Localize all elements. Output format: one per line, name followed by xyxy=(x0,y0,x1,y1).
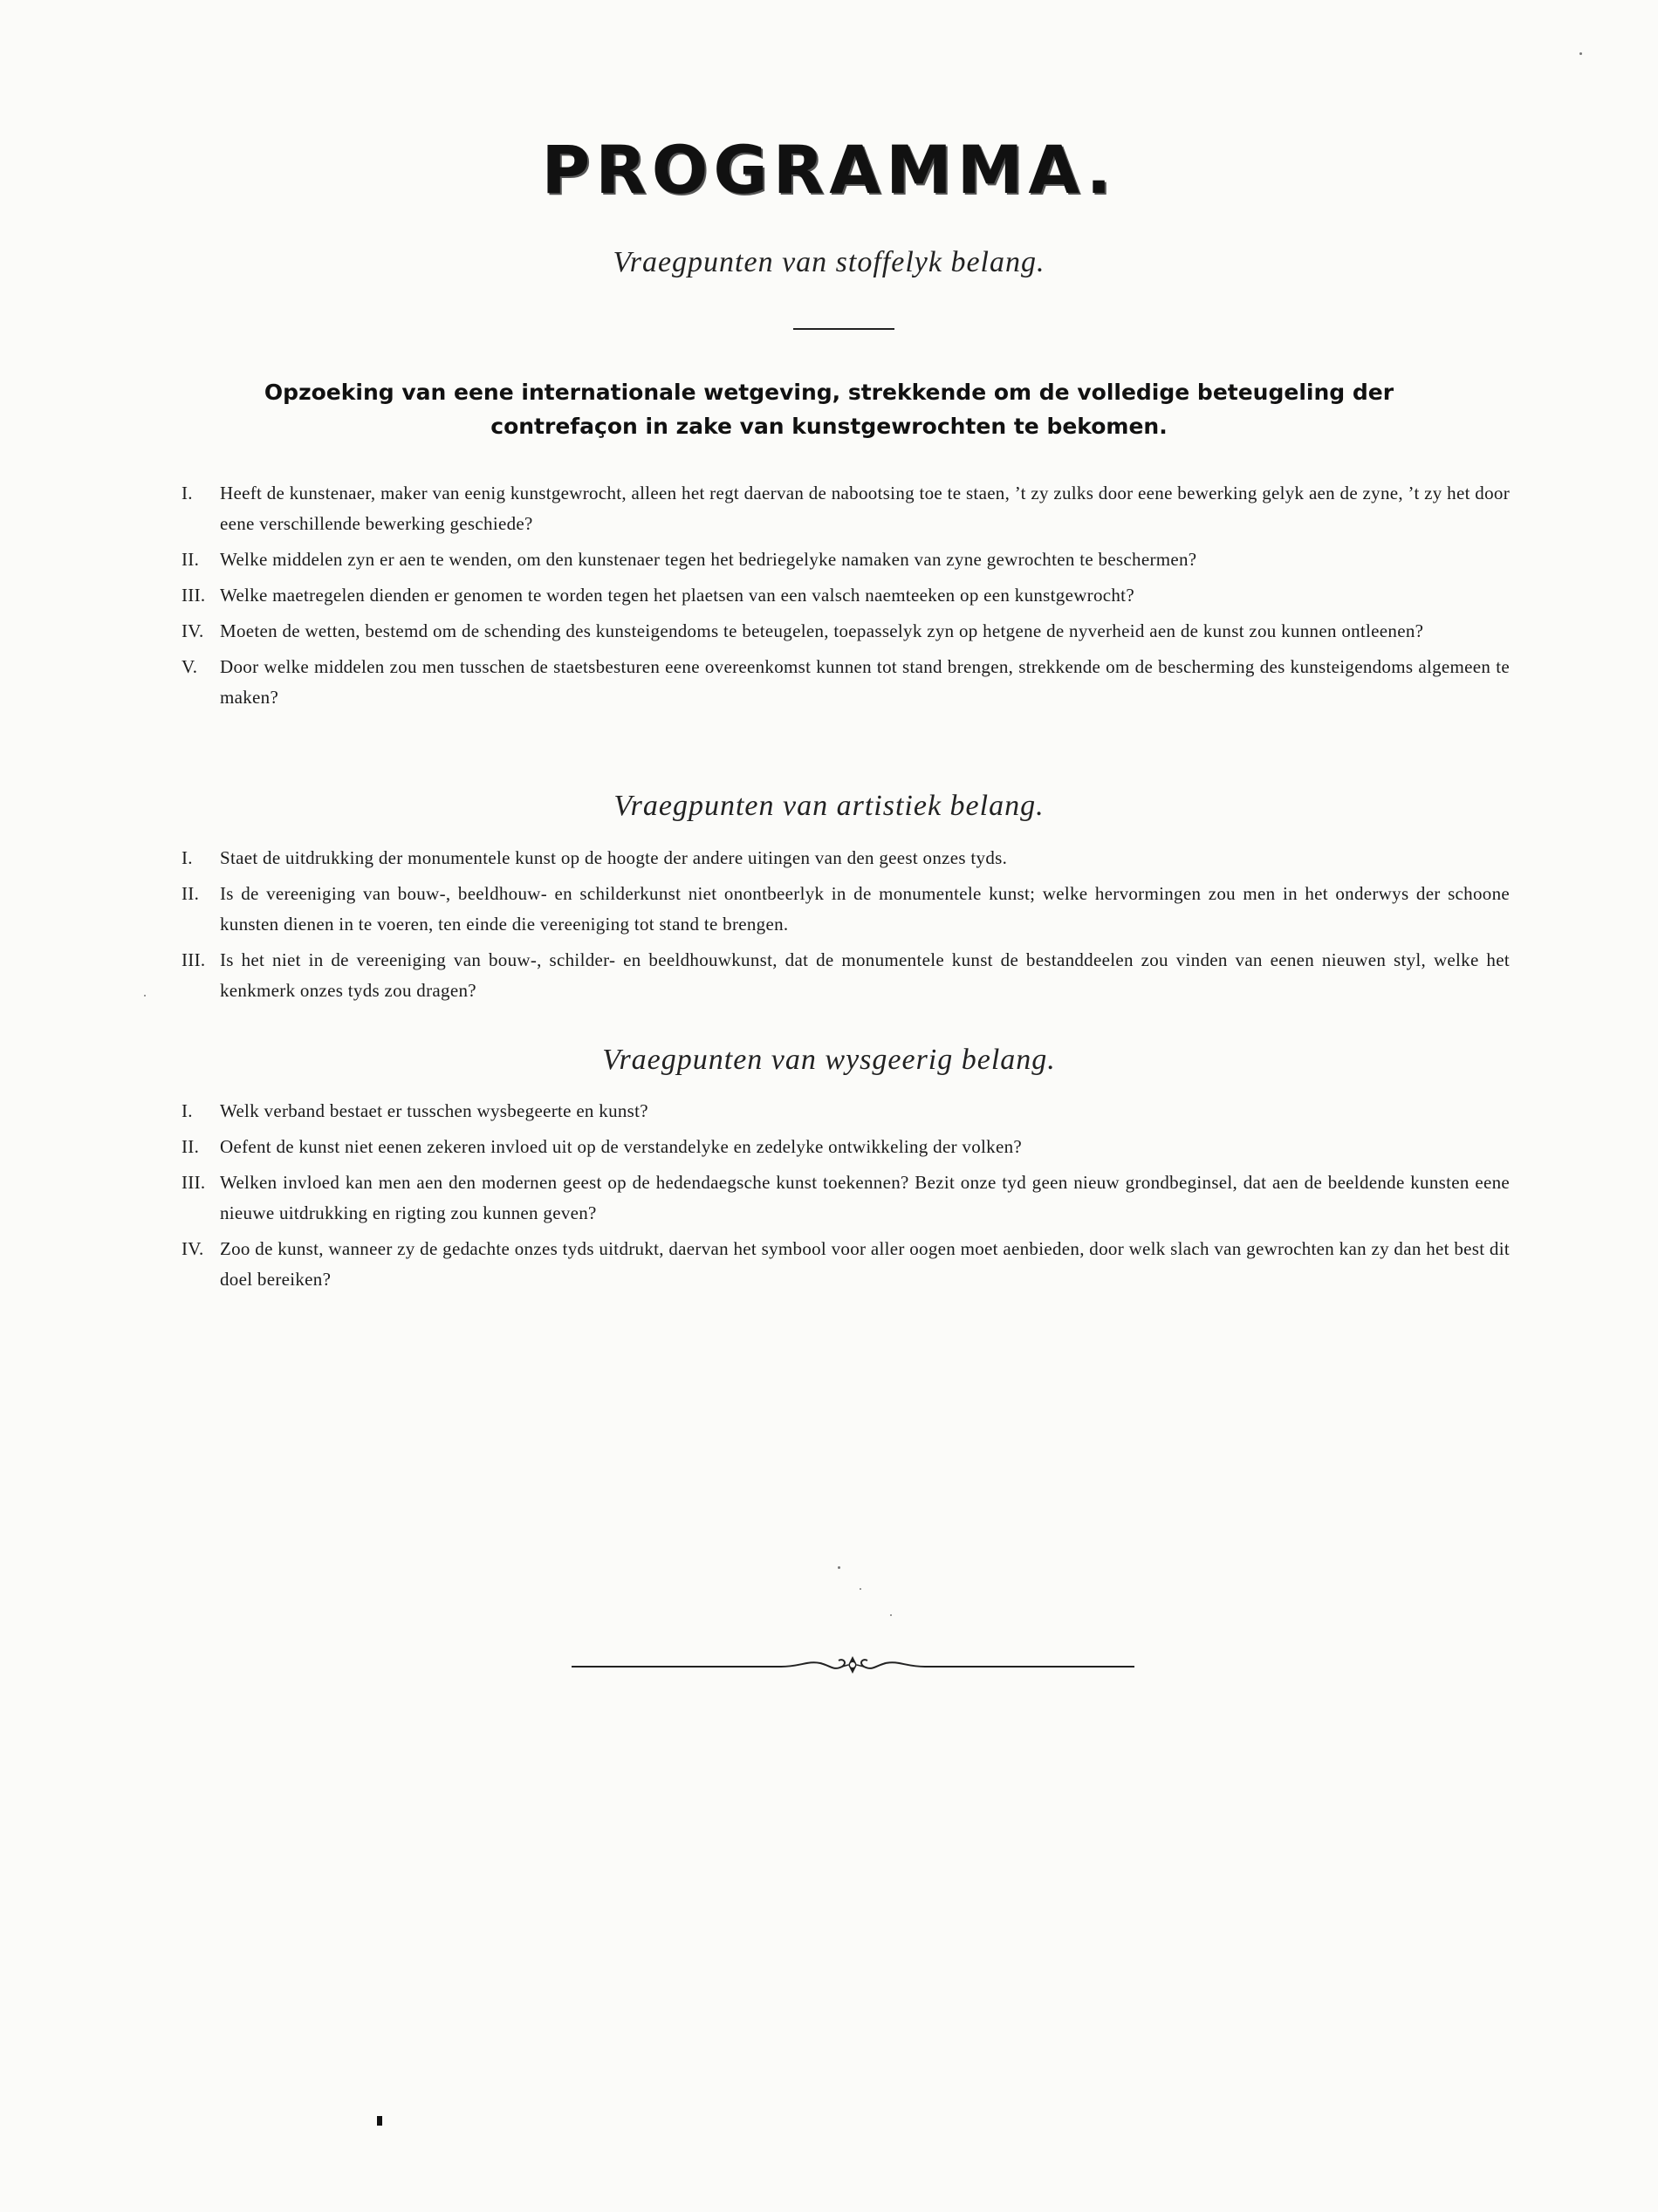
paper-speck xyxy=(1579,52,1582,55)
question-item xyxy=(182,879,1510,940)
question-number: V. xyxy=(182,656,198,677)
question-text: Welken invloed kan men aen den modernen geest op de hedendaegsche kunst toekennen? Bezit onze tyd geen nieuw grondbeginsel, dat aen de beeldende kunsten eene nieuwe uitdrukking en rigting zou kunnen geven? xyxy=(220,1172,1510,1223)
question-text: Staet de uitdrukking der monumentele kunst op de hoogte der andere uitingen van den geest onzes tyds. xyxy=(220,847,1008,868)
question-number: I. xyxy=(182,847,193,868)
question-number: IV. xyxy=(182,1238,204,1259)
question-text: Welke maetregelen dienden er genomen te worden tegen het plaetsen van een valsch naemteeken op een kunstgewrocht? xyxy=(220,585,1134,606)
question-item xyxy=(182,544,1510,575)
question-text: Moeten de wetten, bestemd om de schending des kunsteigendoms te beteugelen, toepasselyk zyn op hetgene de nyverheid aen de kunst zou kunnen ontleenen? xyxy=(220,620,1424,641)
question-list-material xyxy=(182,478,1510,718)
question-item xyxy=(182,1096,1510,1127)
question-list-philosophical xyxy=(182,1096,1510,1300)
question-text: Door welke middelen zou men tusschen de staetsbesturen eene overeenkomst kunnen tot stand brengen, strekkende om de bescherming des kunsteigendoms algemeen te maken? xyxy=(220,656,1510,708)
section-heading-philosophical: Vraegpunten van wysgeerig belang. xyxy=(602,1044,1056,1076)
question-text: Oefent de kunst niet eenen zekeren invloed uit op de verstandelyke en zedelyke ontwikkeling der volken? xyxy=(220,1136,1022,1157)
ornamental-divider xyxy=(572,1647,1134,1682)
section-subject: Opzoeking van eene internationale wetgeving, strekkende om de volledige beteugeling der contrefaçon in zake van kunstgewrochten te bekomen. xyxy=(264,380,1394,439)
question-item xyxy=(182,1168,1510,1229)
ink-mark xyxy=(377,2116,382,2126)
question-list-artistic xyxy=(182,843,1510,1011)
question-text: Is het niet in de vereeniging van bouw-, schilder- en beeldhouwkunst, dat de monumentele kunst de bestanddeelen zou vinden van eenen nieuwen styl, welke het kenkmerk onzes tyds zou dragen? xyxy=(220,949,1510,1001)
question-number: II. xyxy=(182,549,200,570)
paper-speck xyxy=(890,1614,892,1616)
question-item xyxy=(182,652,1510,713)
question-text: Welke middelen zyn er aen te wenden, om den kunstenaer tegen het bedriegelyke namaken van zyne gewrochten te beschermen? xyxy=(220,549,1197,570)
document-title: PROGRAMMA. xyxy=(541,131,1117,209)
question-item xyxy=(182,945,1510,1006)
paper-speck xyxy=(144,995,146,996)
question-text: Heeft de kunstenaer, maker van eenig kunstgewrocht, alleen het regt daervan de nabootsing toe te staen, ’t zy zulks door eene bewerking gelyk aen de zyne, ’t zy het door eene verschillende bewerking geschiede? xyxy=(220,483,1510,534)
question-item xyxy=(182,478,1510,539)
question-item xyxy=(182,1132,1510,1162)
question-item xyxy=(182,843,1510,873)
question-number: I. xyxy=(182,1100,193,1121)
question-text: Is de vereeniging van bouw-, beeldhouw- en schilderkunst niet onontbeerlyk in de monumentele kunst; welke hervormingen zou men in het onderwys der schoone kunsten dienen in te voeren, ten einde die vereeniging tot stand te brengen. xyxy=(220,883,1510,935)
question-text: Zoo de kunst, wanneer zy de gedachte onzes tyds uitdrukt, daervan het symbool voor aller oogen moet aenbieden, door welk slach van gewrochten kan zy dan het best dit doel bereiken? xyxy=(220,1238,1510,1290)
question-item xyxy=(182,580,1510,611)
question-number: II. xyxy=(182,1136,200,1157)
question-text: Welk verband bestaet er tusschen wysbegeerte en kunst? xyxy=(220,1100,648,1121)
paper-speck xyxy=(860,1588,861,1590)
question-number: II. xyxy=(182,883,200,904)
question-item xyxy=(182,616,1510,647)
question-number: III. xyxy=(182,1172,206,1193)
question-item xyxy=(182,1234,1510,1295)
section-heading-material: Vraegpunten van stoffelyk belang. xyxy=(613,246,1045,278)
question-number: III. xyxy=(182,949,206,970)
section-heading-artistic: Vraegpunten van artistiek belang. xyxy=(613,790,1045,822)
heading-divider xyxy=(793,328,894,330)
question-number: I. xyxy=(182,483,193,503)
paper-speck xyxy=(838,1566,840,1569)
question-number: IV. xyxy=(182,620,204,641)
question-number: III. xyxy=(182,585,206,606)
